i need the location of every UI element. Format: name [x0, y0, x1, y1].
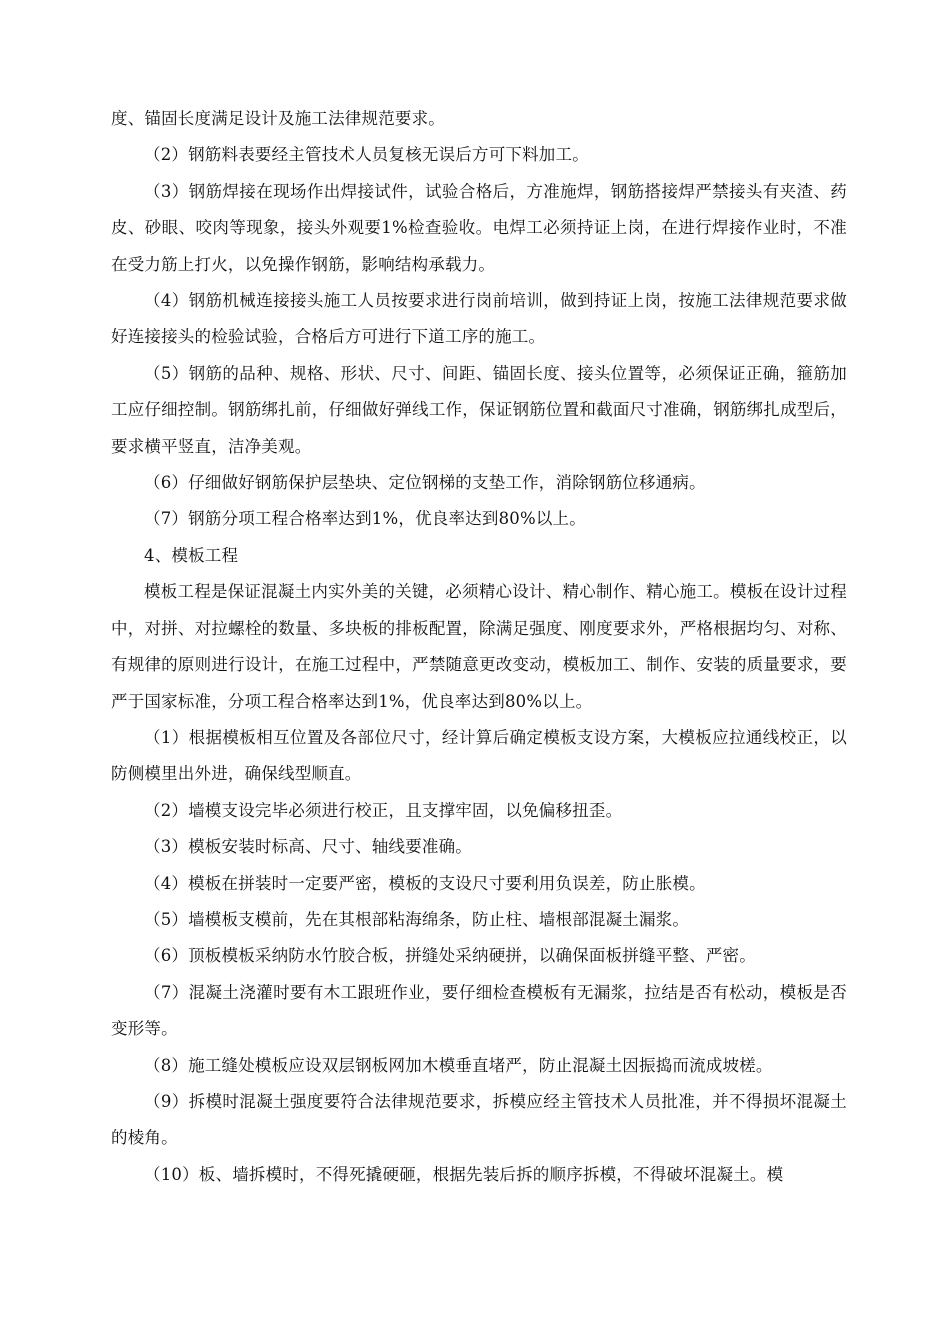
- paragraph-item-5-rebar-specs: （5）钢筋的品种、规格、形状、尺寸、间距、锚固长度、接头位置等，必须保证正确，箍筋加工应仔细控制。钢筋绑扎前，仔细做好弹线工作，保证钢筋位置和截面尺寸准确，钢筋绑扎成型后，要求横平竖直，洁净美观。: [111, 363, 847, 456]
- paragraph-item-3-welding: （3）钢筋焊接在现场作出焊接试件，试验合格后，方准施焊，钢筋搭接焊严禁接头有夹渣、药皮、砂眼、咬肉等现象，接头外观要1%检查验收。电焊工必须持证上岗，在进行焊接作业时，不准在受力筋上打火，以免操作钢筋，影响结构承载力。: [111, 181, 847, 274]
- paragraph-formwork-item-10: （10）板、墙拆模时，不得死撬硬砸，根据先装后拆的顺序拆模，不得破坏混凝土。模: [144, 1164, 784, 1184]
- paragraph-formwork-item-8: （8）施工缝处模板应设双层钢板网加木模垂直堵严，防止混凝土因振捣而流成坡槎。: [144, 1055, 773, 1075]
- paragraph-formwork-item-2: （2）墙模支设完毕必须进行校正，且支撑牢固，以免偏移扭歪。: [144, 800, 623, 820]
- paragraph-item-2-rebar-schedule: （2）钢筋料表要经主管技术人员复核无误后方可下料加工。: [144, 145, 589, 165]
- paragraph-item-6-cover-blocks: （6）仔细做好钢筋保护层垫块、定位钢梯的支垫工作，消除钢筋位移通病。: [144, 473, 706, 493]
- paragraph-continuation: 度、锚固长度满足设计及施工法律规范要求。: [111, 109, 445, 128]
- paragraph-item-4-mechanical-connection: （4）钢筋机械连接接头施工人员按要求进行岗前培训，做到持证上岗，按施工法律规范要求做好连接接头的检验试验，合格后方可进行下道工序的施工。: [111, 291, 847, 347]
- paragraph-formwork-item-5: （5）墙模板支模前，先在其根部粘海绵条，防止柱、墙根部混凝土漏浆。: [144, 909, 690, 929]
- paragraph-formwork-item-3: （3）模板安装时标高、尺寸、轴线要准确。: [144, 837, 472, 857]
- paragraph-formwork-item-9: （9）拆模时混凝土强度要符合法律规范要求，拆模应经主管技术人员批准，并不得损坏混凝土的棱角。: [111, 1091, 847, 1148]
- paragraph-formwork-item-1: （1）根据模板相互位置及各部位尺寸，经计算后确定模板支设方案，大模板应拉通线校正，以防侧模里出外进，确保线型顺直。: [111, 727, 847, 784]
- paragraph-formwork-item-6: （6）顶板模板采纳防水竹胶合板，拼缝处采纳硬拼，以确保面板拼缝平整、严密。: [144, 946, 756, 966]
- paragraph-formwork-intro: 模板工程是保证混凝土内实外美的关键，必须精心设计、精心制作、精心施工。模板在设计过程中，对拼、对拉螺栓的数量、多块板的排板配置，除满足强度、刚度要求外，严格根据均匀、对称、有规律的原则进行设计，在施工过程中，严禁随意更改变动，模板加工、制作、安装的质量要求，要严于国家标准，分项工程合格率达到1%，优良率达到80%以上。: [111, 582, 847, 711]
- paragraph-formwork-item-4: （4）模板在拼装时一定要严密，模板的支设尺寸要利用负误差，防止胀模。: [144, 873, 706, 893]
- paragraph-item-7-pass-rate: （7）钢筋分项工程合格率达到1%，优良率达到80%以上。: [144, 509, 586, 529]
- paragraph-formwork-item-7: （7）混凝土浇灌时要有木工跟班作业，要仔细检查模板有无漏浆，拉结是否有松动，模板是否变形等。: [111, 982, 847, 1039]
- section-heading-formwork: 4、模板工程: [144, 545, 239, 565]
- document-body: [111, 101, 847, 1193]
